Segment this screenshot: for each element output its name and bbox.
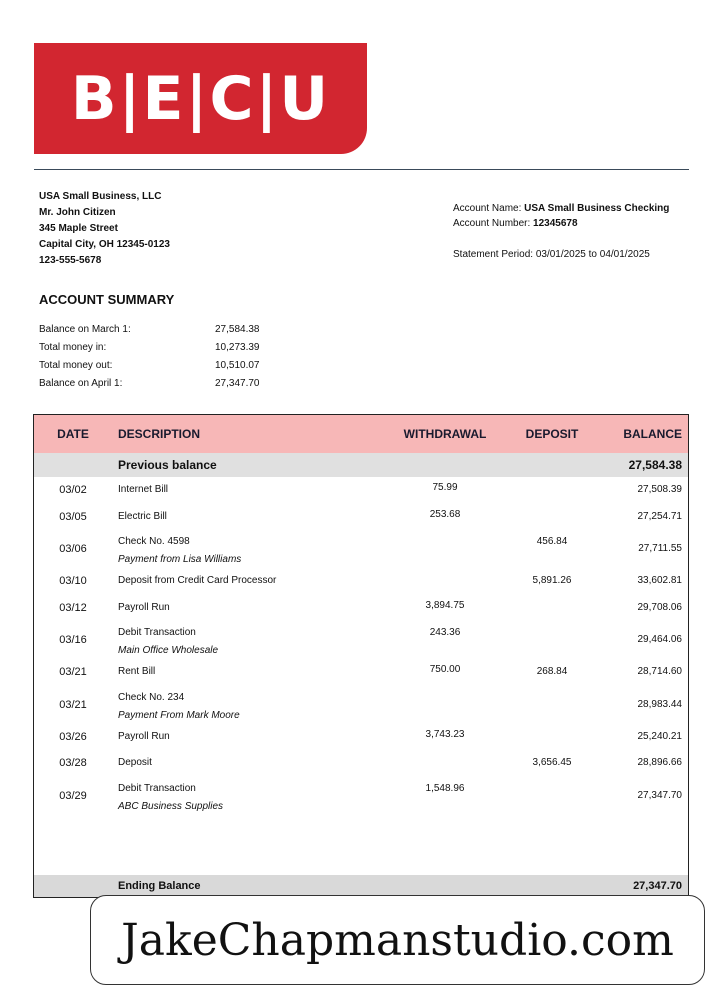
row-date: 03/28: [59, 757, 87, 770]
row-deposit: 456.84: [536, 536, 568, 547]
table-row: [34, 750, 688, 777]
row-description: Check No. 234: [118, 691, 185, 703]
row-description: Electric Bill: [118, 510, 167, 522]
account-name-value: USA Small Business Checking: [524, 203, 670, 214]
row-description: Deposit: [118, 757, 152, 769]
row-withdrawal: 253.68: [429, 508, 461, 520]
summary-row: [39, 321, 285, 339]
row-balance: 27,254.71: [637, 510, 682, 522]
row-date: 03/02: [59, 484, 87, 497]
watermark-text: JakeChapmanstudio.com: [121, 914, 674, 966]
row-date: 03/05: [59, 510, 87, 523]
row-description: Debit Transaction: [118, 627, 196, 638]
row-subdescription: Payment from Lisa Williams: [118, 554, 242, 565]
account-number-label: Account Number:: [453, 218, 531, 229]
previous-balance-row: [34, 453, 688, 477]
ending-balance-value: 27,347.70: [633, 880, 682, 892]
header-withdrawal: WITHDRAWAL: [403, 427, 487, 441]
statement-period: Statement Period: 03/01/2025 to 04/01/2025: [453, 249, 650, 260]
table-row: [34, 595, 688, 622]
account-number: [453, 216, 669, 231]
summary-value: 27,584.38: [215, 324, 260, 335]
ending-balance-label: Ending Balance: [118, 880, 201, 892]
table-row: [34, 477, 688, 504]
table-row: [34, 777, 688, 815]
row-balance: 28,714.60: [637, 666, 682, 678]
row-subdescription: ABC Business Supplies: [118, 800, 224, 812]
header-deposit: DEPOSIT: [525, 427, 579, 441]
table-row: [34, 568, 688, 595]
row-date: 03/12: [59, 601, 87, 614]
table-body: [34, 477, 688, 815]
row-balance: 25,240.21: [637, 730, 682, 742]
summary-label: Total money in:: [39, 342, 107, 353]
customer-line: 345 Maple Street: [39, 223, 118, 234]
row-date: 03/10: [59, 575, 87, 588]
row-balance: 28,896.66: [637, 757, 682, 769]
row-description: Payroll Run: [118, 601, 170, 613]
row-description: Payroll Run: [118, 730, 170, 742]
row-description: Rent Bill: [118, 666, 156, 678]
row-date: 03/06: [59, 543, 87, 555]
row-description: Debit Transaction: [118, 782, 196, 794]
row-withdrawal: 3,894.75: [425, 599, 465, 611]
row-description: Deposit from Credit Card Processor: [118, 575, 277, 587]
row-balance: 33,602.81: [637, 575, 682, 587]
row-description: Check No. 4598: [118, 536, 190, 547]
summary-label: Balance on April 1:: [39, 378, 123, 389]
table-row: [34, 530, 688, 568]
account-info: [453, 201, 669, 262]
logo-text: B|E|C|U: [70, 63, 331, 134]
table-header: [34, 415, 688, 453]
summary-value: 27,347.70: [215, 378, 260, 389]
row-withdrawal: 750.00: [429, 664, 461, 676]
header-date: DATE: [57, 427, 89, 441]
account-number-value: 12345678: [533, 218, 578, 229]
table-row: [34, 621, 688, 659]
row-balance: 27,508.39: [637, 484, 682, 496]
row-withdrawal: 3,743.23: [425, 728, 465, 740]
summary-title: ACCOUNT SUMMARY: [39, 292, 175, 307]
account-summary: [39, 321, 285, 393]
summary-value: 10,273.39: [215, 342, 260, 353]
ending-balance-row: [34, 875, 688, 897]
row-date: 03/21: [59, 666, 87, 679]
customer-line: USA Small Business, LLC: [39, 191, 162, 202]
row-date: 03/21: [59, 698, 87, 711]
customer-line: Capital City, OH 12345-0123: [39, 239, 170, 250]
table-row: [34, 686, 688, 724]
header-divider: [34, 169, 689, 170]
header-description: DESCRIPTION: [118, 427, 201, 441]
becu-logo: [34, 43, 367, 154]
customer-line: 123-555-5678: [39, 255, 102, 266]
previous-balance-value: 27,584.38: [628, 458, 682, 472]
watermark-banner: [90, 895, 705, 985]
table-row: [34, 504, 688, 531]
row-balance: 29,708.06: [637, 601, 682, 613]
row-subdescription: Main Office Wholesale: [118, 645, 219, 656]
row-withdrawal: 75.99: [432, 482, 458, 494]
row-balance: 29,464.06: [637, 634, 682, 645]
row-withdrawal: 1,548.96: [425, 782, 465, 794]
row-description: Internet Bill: [118, 484, 169, 496]
row-date: 03/29: [59, 789, 87, 802]
customer-address: [39, 189, 170, 269]
account-name-label: Account Name:: [453, 203, 522, 214]
summary-label: Balance on March 1:: [39, 324, 131, 335]
summary-label: Total money out:: [39, 360, 113, 371]
row-withdrawal: 243.36: [429, 627, 461, 638]
summary-row: [39, 375, 285, 393]
row-balance: 27,347.70: [637, 789, 682, 801]
row-deposit: 3,656.45: [532, 757, 572, 769]
header-balance: BALANCE: [623, 427, 682, 441]
table-row: [34, 724, 688, 751]
summary-value: 10,510.07: [215, 360, 260, 371]
summary-row: [39, 357, 285, 375]
account-name: [453, 201, 669, 216]
row-balance: 27,711.55: [638, 543, 682, 554]
row-deposit: 268.84: [536, 666, 568, 678]
row-subdescription: Payment From Mark Moore: [118, 709, 240, 721]
row-date: 03/16: [59, 634, 87, 646]
table-row: [34, 659, 688, 686]
row-date: 03/26: [59, 730, 87, 743]
transactions-table: [33, 414, 689, 898]
row-balance: 28,983.44: [637, 698, 682, 710]
row-deposit: 5,891.26: [532, 575, 572, 587]
previous-balance-label: Previous balance: [118, 458, 217, 472]
summary-row: [39, 339, 285, 357]
customer-line: Mr. John Citizen: [39, 207, 116, 218]
